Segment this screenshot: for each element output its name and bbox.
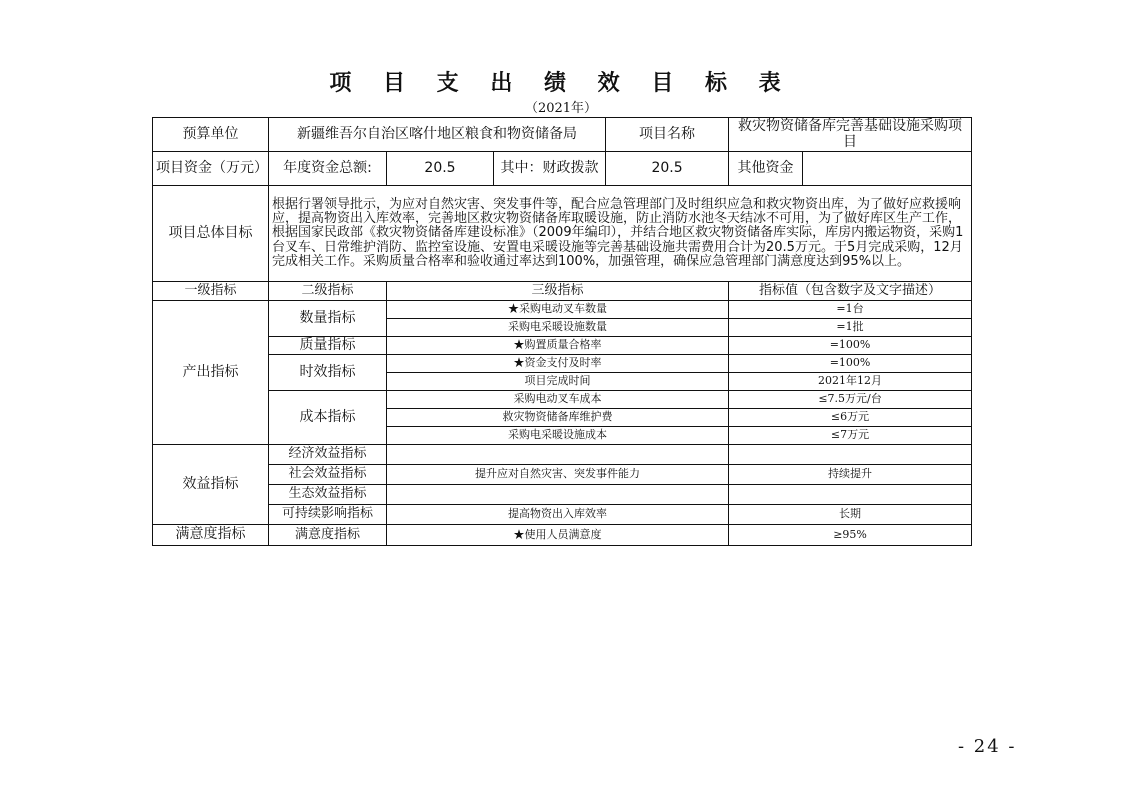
indicator-name: ★使用人员满意度 [387,525,729,546]
indicator-name: 提升应对自然灾害、突发事件能力 [387,465,729,485]
indicator-value: =100% [729,337,972,355]
table-row [153,301,972,319]
table-row [153,525,972,546]
timeliness-label: 时效指标 [269,355,387,391]
funds-label: 项目资金（万元） [153,152,269,186]
benefit-sub-label: 生态效益指标 [269,485,387,505]
indicator-name: ★资金支付及时率 [387,355,729,373]
indicator-value: ≤6万元 [729,409,972,427]
overall-goal-label: 项目总体目标 [153,186,269,282]
header-row [153,118,972,152]
benefit-label: 效益指标 [153,445,269,525]
year-subtitle: （2021年） [524,101,598,116]
budget-unit-label: 预算单位 [153,118,269,152]
indicator-value: ≤7万元 [729,427,972,445]
indicator-name: 采购电动叉车成本 [387,391,729,409]
other-funds-label: 其他资金 [729,152,803,186]
col-level1: 一级指标 [153,282,269,301]
col-level2: 二级指标 [269,282,387,301]
col-level3: 三级指标 [387,282,729,301]
fiscal-value: 20.5 [606,152,729,186]
page-title: 项 目 支 出 绩 效 目 标 表 [329,71,793,96]
indicator-value: =1台 [729,301,972,319]
indicator-value: =100% [729,355,972,373]
table-row [153,465,972,485]
budget-unit-value: 新疆维吾尔自治区喀什地区粮食和物资储备局 [269,118,606,152]
fiscal-label: 其中：财政拨款 [494,152,606,186]
satisfaction-label: 满意度指标 [153,525,269,546]
col-value: 指标值（包含数字及文字描述） [729,282,972,301]
indicator-name: ★购置质量合格率 [387,337,729,355]
annual-total-value: 20.5 [387,152,494,186]
indicator-value: ≥95% [729,525,972,546]
indicator-name: ★采购电动叉车数量 [387,301,729,319]
benefit-sub-label: 社会效益指标 [269,465,387,485]
indicator-name: 提高物资出入库效率 [387,505,729,525]
other-funds-value [803,152,972,186]
indicator-value: 2021年12月 [729,373,972,391]
quantity-label: 数量指标 [269,301,387,337]
column-header-row [153,282,972,301]
project-name-label: 项目名称 [606,118,729,152]
quality-label: 质量指标 [269,337,387,355]
output-label: 产出指标 [153,301,269,445]
indicator-name: 救灾物资储备库维护费 [387,409,729,427]
overall-goal-row [153,186,972,282]
cost-label: 成本指标 [269,391,387,445]
table-row [153,505,972,525]
table-row [153,337,972,355]
indicator-name: 采购电采暖设施数量 [387,319,729,337]
benefit-sub-label: 经济效益指标 [269,445,387,465]
indicator-value: 长期 [729,505,972,525]
table-row [153,391,972,409]
indicator-value [729,445,972,465]
funds-row [153,152,972,186]
indicator-value: ≤7.5万元/台 [729,391,972,409]
indicator-name: 项目完成时间 [387,373,729,391]
indicator-name [387,445,729,465]
indicator-value [729,485,972,505]
annual-total-label: 年度资金总额: [269,152,387,186]
indicator-value: =1批 [729,319,972,337]
overall-goal-text: 根据行署领导批示，为应对自然灾害、突发事件等，配合应急管理部门及时组织应急和救灾物资出库，为了做好应救援响应，提高物资出入库效率，完善地区救灾物资储备库取暖设施，防止消防水池冬天结冰不可用，为了做好库区生产工作，根据国家民政部《救灾物资储备库建设标准》（2009年编印），并结合地区救灾物资储备库实际，库房内搬运物资，采购1台叉车、日常维护消防、监控室设施、安置电采暖设施等完善基础设施共需费用合计为20.5万元。于5月完成采购，12月完成相关工作。采购质量合格率和验收通过率达到100%，加强管理，确保应急管理部门满意度达到95%以上。 [269,186,972,282]
indicator-name [387,485,729,505]
benefit-sub-label: 可持续影响指标 [269,505,387,525]
table-row [153,485,972,505]
project-name-value: 救灾物资储备库完善基础设施采购项目 [729,118,972,152]
table-row [153,445,972,465]
indicator-name: 采购电采暖设施成本 [387,427,729,445]
satisfaction-sub-label: 满意度指标 [269,525,387,546]
performance-table [152,117,972,546]
table-row [153,355,972,373]
page-number: - 24 - [958,736,1017,757]
indicator-value: 持续提升 [729,465,972,485]
